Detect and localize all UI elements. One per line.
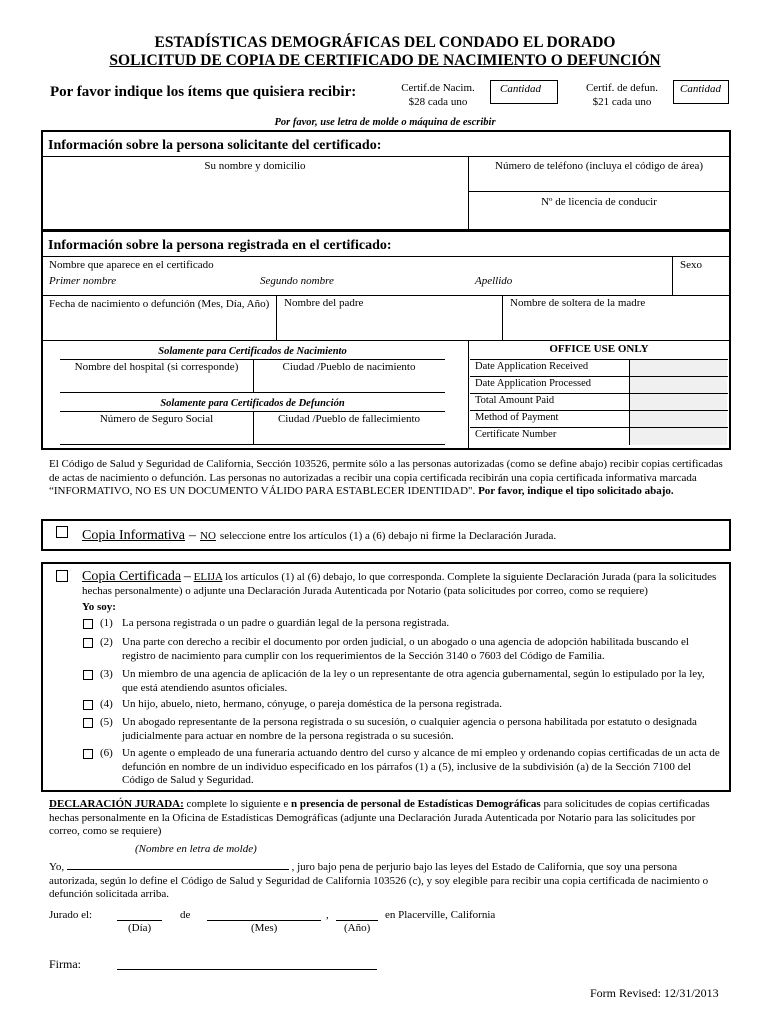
applicant-phone-field[interactable]: Número de teléfono (incluya el código de área) (495, 160, 703, 172)
eligibility-number: (4) (100, 698, 113, 710)
certified-elija: ELIJA (193, 571, 223, 583)
eligibility-text: Una parte con derecho a recibir el documento por orden judicial, o un abogado o una agencia de adopción habilitada buscando el registro de nacimiento para cumplir con los requerimientos de la Sección 3140 o 7603 del Código de Familia. (122, 636, 689, 662)
birth-cert-label: Certif.de Nacim. (401, 82, 475, 94)
signature-line[interactable] (117, 969, 377, 970)
month-line[interactable] (207, 920, 321, 921)
eligibility-number: (3) (100, 668, 113, 680)
mother-maiden-name-field[interactable]: Nombre de soltera de la madre (510, 297, 646, 309)
form-subtitle: SOLICITUD DE COPIA DE CERTIFICADO DE NACIMIENTO O DEFUNCIÓN (109, 52, 661, 69)
office-row-amount (470, 393, 728, 411)
comma-label: , (326, 909, 329, 921)
declaration-intro-a: complete lo siguiente e (186, 798, 289, 810)
informative-label: Copia Informativa (82, 528, 186, 543)
yo-soy-label: Yo soy: (82, 601, 116, 613)
registrant-name-label: Nombre que aparece en el certificado (49, 259, 214, 271)
legal-text: El Código de Salud y Seguridad de California, Sección 103526, permite sólo a las personas autorizadas (como se define abajo) recibir copias certificadas de actas de nacimiento o defunción. Las personas no autorizadas a recibir una copia certificada recibirán una copia certificada informativa marcada “INFORMATIVO, NO ES UN DOCUMENTO VÁLIDO PARA ESTABLECER IDENTIDAD". (49, 458, 723, 497)
office-row-value (629, 411, 727, 428)
death-quantity-label: Cantidad (680, 83, 721, 95)
declaration-oath (49, 859, 725, 902)
certified-checkbox[interactable] (56, 570, 68, 582)
death-quantity-field[interactable] (673, 80, 729, 104)
year-caption: (Año) (344, 922, 371, 934)
day-line[interactable] (117, 920, 162, 921)
informative-no: NO (200, 530, 216, 542)
day-caption: (Día) (128, 922, 152, 934)
office-row-processed (470, 376, 728, 394)
hospital-name-field[interactable]: Nombre del hospital (si corresponde) (74, 361, 239, 373)
death-cert-price: $21 cada uno (592, 96, 652, 108)
ssn-field[interactable]: Número de Seguro Social (99, 413, 214, 425)
place-label: en Placerville, California (385, 909, 496, 921)
month-caption: (Mes) (251, 922, 278, 934)
office-row-label: Method of Payment (475, 412, 559, 423)
office-row-value (629, 377, 727, 394)
birth-cert-price: $28 cada uno (408, 96, 468, 108)
applicant-license-field[interactable]: Nº de licencia de conducir (541, 196, 657, 208)
de-label: de (180, 909, 191, 921)
birth-city-field[interactable]: Ciudad /Pueblo de nacimiento (282, 361, 416, 373)
form-revised: Form Revised: 12/31/2013 (590, 986, 719, 1000)
eligibility-text: Un abogado representante de la persona registrada o su sucesión, o cualquier agencia o persona habilitada por estatuto o designada judicialmente para actuar en nombre de la persona registrada o su sucesión. (122, 716, 697, 742)
date-field[interactable]: Fecha de nacimiento o defunción (Mes, Día, Año) (49, 298, 270, 310)
informative-line (82, 526, 722, 544)
print-note: Por favor, use letra de molde o máquina de escribir (274, 117, 496, 128)
eligibility-checkbox-2[interactable] (83, 638, 93, 648)
office-row-label: Date Application Received (475, 361, 589, 372)
declaration-intro-b: n presencia de personal de Estadísticas Demográficas (290, 798, 541, 810)
birth-quantity-label: Cantidad (500, 83, 541, 95)
informative-dash: – (189, 528, 197, 543)
office-row-received (470, 359, 728, 377)
legal-paragraph (49, 458, 725, 499)
death-city-field[interactable]: Ciudad /Pueblo de fallecimiento (277, 413, 421, 425)
office-row-label: Certificate Number (475, 429, 557, 440)
signature-label: Firma: (49, 957, 81, 971)
certified-line (82, 570, 722, 598)
office-row-value (629, 360, 727, 377)
death-cert-label: Certif. de defun. (585, 82, 659, 94)
legal-bold-text: Por favor, indique el tipo solicitado abajo. (478, 485, 674, 497)
applicant-heading: Información sobre la persona solicitante del certificado: (48, 138, 382, 153)
eligibility-checkbox-4[interactable] (83, 700, 93, 710)
eligibility-checkbox-5[interactable] (83, 718, 93, 728)
name-print-caption: (Nombre en letra de molde) (135, 843, 257, 855)
declaration-intro (49, 798, 725, 839)
eligibility-text: Un hijo, abuelo, nieto, hermano, cónyuge, o pareja doméstica de la persona registrada. (122, 698, 502, 710)
eligibility-number: (1) (100, 617, 113, 629)
last-name-field[interactable]: Apellido (475, 275, 513, 287)
yo-label: Yo, (49, 861, 65, 873)
office-row-label: Date Application Processed (475, 378, 592, 389)
year-line[interactable] (336, 920, 378, 921)
office-row-value (629, 394, 727, 411)
eligibility-checkbox-3[interactable] (83, 670, 93, 680)
request-prompt: Por favor indique los ítems que quisiera recibir: (50, 84, 357, 100)
birth-quantity-field[interactable] (490, 80, 558, 104)
informative-text: seleccione entre los artículos (1) a (6) debajo ni firme la Declaración Jurada. (219, 530, 557, 542)
declaration-intro-c: para solicitudes de copias certificadas hechas personalmente en la Oficina de Estadísticas Demográficas (adjunte una Declaración Jurada Autenticada por Notario para las solicitudes por correo, como se requiere) (49, 798, 710, 837)
first-name-field[interactable]: Primer nombre (49, 275, 117, 287)
eligibility-text: Un agente o empleado de una funeraria actuando dentro del curso y alcance de mi empleo y ordenando copias certificadas de un acta de defunción en nombre de un individuo especificado en los párrafos (1) a (5), inclusive de la subdivisión (a) de la Sección 7100 del Código de Salud y Seguridad. (122, 747, 720, 786)
eligibility-checkbox-1[interactable] (83, 619, 93, 629)
applicant-name-address-field[interactable]: Su nombre y domicilio (204, 160, 306, 172)
form-title: ESTADÍSTICAS DEMOGRÁFICAS DEL CONDADO EL DORADO (154, 34, 616, 51)
declaration-heading: DECLARACIÓN JURADA: (49, 798, 184, 810)
certified-dash: – (183, 569, 191, 584)
office-row-value (629, 428, 727, 445)
eligibility-text: La persona registrada o un padre o guardián legal de la persona registrada. (122, 617, 450, 629)
eligibility-number: (5) (100, 716, 113, 728)
oath-text: , juro bajo pena de perjurio bajo las leyes del Estado de California, que soy una persona autorizada, según lo define el Código de Salud y Seguridad de California 103526 (c), y soy elegible para recibir una copia certificada de nacimiento o defunción solicitada arriba. (49, 861, 709, 900)
birth-only-heading: Solamente para Certificados de Nacimiento (158, 346, 347, 357)
sex-field[interactable]: Sexo (680, 259, 702, 271)
eligibility-number: (2) (100, 636, 113, 648)
informative-checkbox[interactable] (56, 526, 68, 538)
declarant-name-line[interactable] (67, 859, 289, 870)
office-row-certificate (470, 427, 728, 445)
eligibility-checkbox-6[interactable] (83, 749, 93, 759)
sworn-label: Jurado el: (49, 909, 93, 921)
certified-text: los artículos (1) al (6) debajo, lo que corresponda. Complete la siguiente Declaración Jurada (para la solicitudes hechas personalmente) o adjunte una Declaración Jurada Autenticada por Notario (pata solicitudes por correo, como se requiere) (82, 571, 717, 597)
office-row-payment (470, 410, 728, 428)
father-name-field[interactable]: Nombre del padre (284, 297, 364, 309)
eligibility-text: Un miembro de una agencia de aplicación de la ley o un representante de otra agencia gubernamental, según lo estipulado por la ley, que está atendiendo asuntos oficiales. (122, 668, 705, 694)
office-row-label: Total Amount Paid (475, 395, 555, 406)
death-only-heading: Solamente para Certificados de Defunción (160, 398, 345, 409)
office-use-title: OFFICE USE ONLY (549, 343, 649, 355)
eligibility-number: (6) (100, 747, 113, 759)
registrant-heading: Información sobre la persona registrada en el certificado: (48, 238, 392, 253)
middle-name-field[interactable]: Segundo nombre (260, 275, 334, 287)
certified-label: Copia Certificada (82, 569, 182, 584)
